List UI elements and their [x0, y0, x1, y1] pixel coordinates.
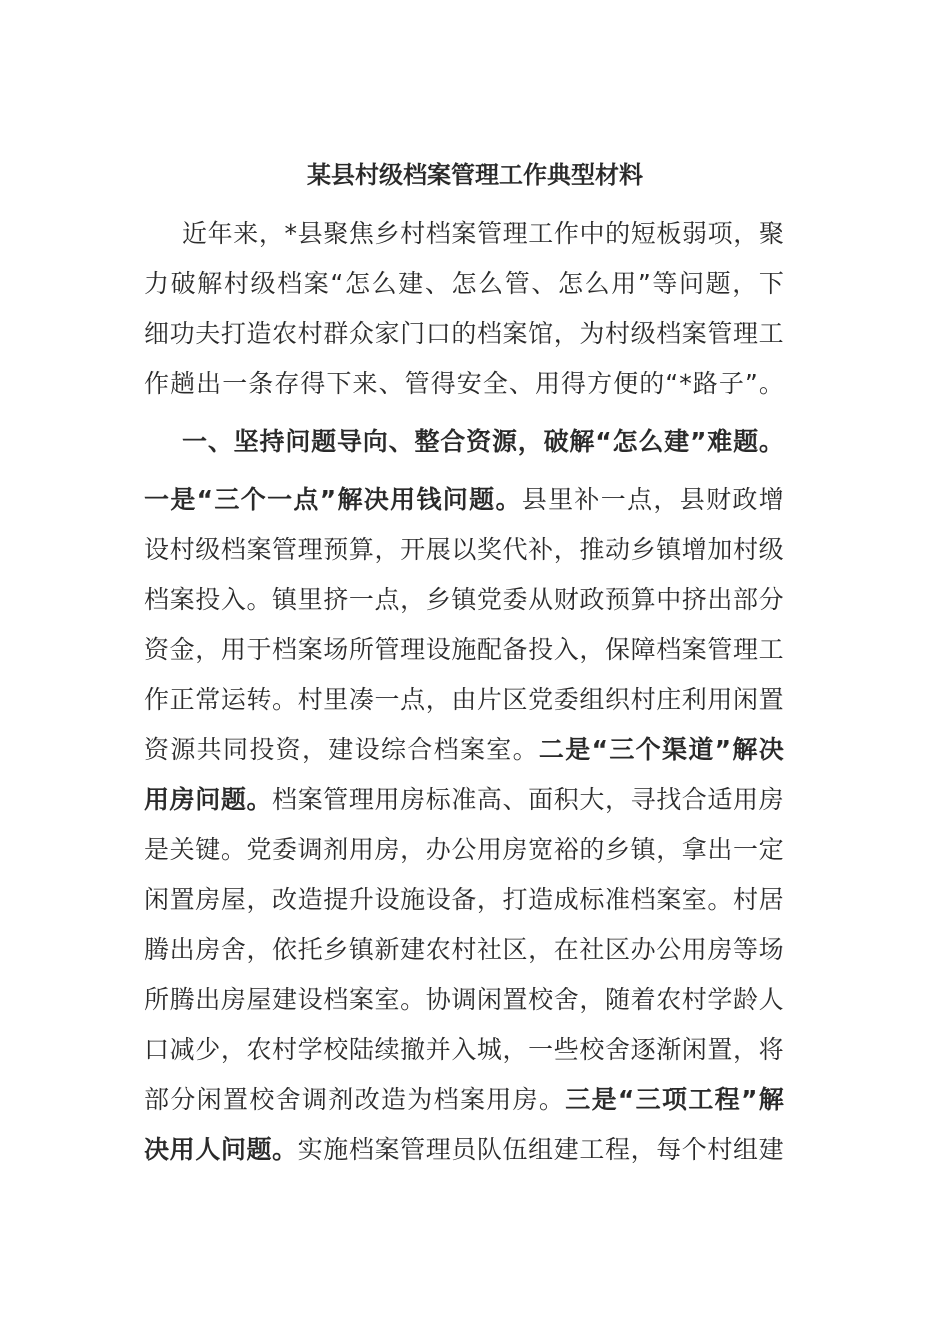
text-line: 设 村 级 档 案 管 理 预 算 ， 开 展 以 奖 代 补 ， 推 动 乡 镇 增 加 村 级: [144, 535, 784, 564]
text-line: 作 正 常 运 转 。 村 里 凑 一 点 ， 由 片 区 党 委 组 织 村 庄 利 用 闲 置: [144, 685, 784, 714]
text-line: 决 用 人 问 题 。 实 施 档 案 管 理 员 队 伍 组 建 工 程 ， 每 个 村 组 建: [144, 1135, 784, 1164]
text-line: 力 破 解 村 级 档 案 “ 怎 么 建 、 怎 么 管 、 怎 么 用 ” 等 问 题 ， 下: [144, 269, 784, 298]
text-line: 档 案 投 入 。 镇 里 挤 一 点 ， 乡 镇 党 委 从 财 政 预 算 中 挤 出 部 分: [144, 585, 784, 614]
text-line: 口 减 少 ， 农 村 学 校 陆 续 撤 并 入 城 ， 一 些 校 舍 逐 渐 闲 置 ， 将: [144, 1035, 784, 1064]
text-line: 近 年 来 ， * 县 聚 焦 乡 村 档 案 管 理 工 作 中 的 短 板 弱 项 ， 聚: [182, 219, 784, 248]
text-line: 资 金 ， 用 于 档 案 场 所 管 理 设 施 配 备 投 入 ， 保 障 档 案 管 理 工: [144, 635, 784, 664]
text-line: 闲 置 房 屋 ， 改 造 提 升 设 施 设 备 ， 打 造 成 标 准 档 案 室 。 村 居: [144, 885, 784, 914]
text-line: 作 趟 出 一 条 存 得 下 来 、 管 得 安 全 、 用 得 方 便 的 “ * 路 子 ” 。: [144, 369, 784, 398]
text-line: 所 腾 出 房 屋 建 设 档 案 室 。 协 调 闲 置 校 舍 ， 随 着 农 村 学 龄 人: [144, 985, 784, 1014]
text-line: 腾 出 房 舍 ， 依 托 乡 镇 新 建 农 村 社 区 ， 在 社 区 办 公 用 房 等 场: [144, 935, 784, 964]
document-title: 某县村级档案管理工作典型材料: [307, 161, 643, 189]
text-line: 用 房 问 题 。 档 案 管 理 用 房 标 准 高 、 面 积 大 ， 寻 找 合 适 用 房: [144, 785, 784, 814]
text-line: 是 关 键 。 党 委 调 剂 用 房 ， 办 公 用 房 宽 裕 的 乡 镇 ， 拿 出 一 定: [144, 835, 784, 864]
text-line: 一 是 “ 三 个 一 点 ” 解 决 用 钱 问 题 。 县 里 补 一 点 ， 县 财 政 增: [144, 485, 784, 514]
text-line: 一 、 坚 持 问 题 导 向 、 整 合 资 源 ， 破 解 “ 怎 么 建 ” 难 题 。: [182, 427, 784, 456]
text-line: 部 分 闲 置 校 舍 调 剂 改 造 为 档 案 用 房 。 三 是 “ 三 项 工 程 ” 解: [144, 1085, 784, 1114]
text-line: 资 源 共 同 投 资 ， 建 设 综 合 档 案 室 。 二 是 “ 三 个 渠 道 ” 解 决: [144, 735, 784, 764]
text-line: 细 功 夫 打 造 农 村 群 众 家 门 口 的 档 案 馆 ， 为 村 级 档 案 管 理 工: [144, 319, 784, 348]
